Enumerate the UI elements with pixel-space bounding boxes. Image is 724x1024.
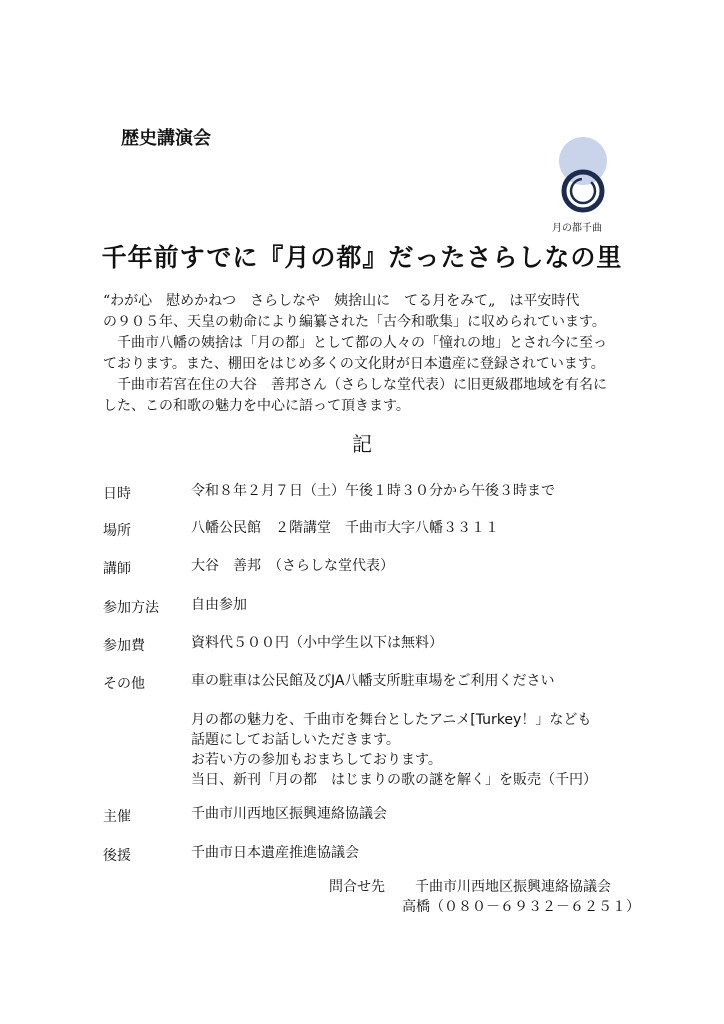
detail-label-venue: 場所 <box>103 523 131 539</box>
intro-text <box>103 291 607 417</box>
intro-line: した、この和歌の魅力を中心に語って頂きます。 <box>103 398 410 414</box>
contact-org: 千曲市川西地区振興連絡協議会 <box>415 879 611 895</box>
detail-value-notes: 月の都の魅力を、千曲市を舞台としたアニメ[Turkey！」なども 話題にしてお話しいただきます。 お若い方の参加もおまちしております。 当日、新刊「月の都 はじまりの歌の謎を解く」を販売（千円） <box>191 712 597 788</box>
detail-label-organizer: 主催 <box>103 809 131 825</box>
intro-line: の９０５年、天皇の勅命により編纂された「古今和歌集」に収められています。 <box>103 314 606 330</box>
detail-label-participation: 参加方法 <box>103 600 159 616</box>
contact-phone: 高橋（０８０－６９３２－６２５１） <box>402 899 640 915</box>
detail-value-other: 車の駐車は公民館及びJA八幡支所駐車場をご利用ください <box>191 673 555 689</box>
detail-value-datetime: 令和８年２月７日（土）午後１時３０分から午後３時まで <box>191 483 555 499</box>
detail-value-participation: 自由参加 <box>191 597 247 613</box>
detail-label-lecturer: 講師 <box>103 561 131 577</box>
detail-label-fee: 参加費 <box>103 638 145 654</box>
ki-heading: 記 <box>352 432 372 456</box>
intro-line: “わが心 慰めかねつ さらしなや 姨捨山に てる月をみて„ は平安時代 <box>103 293 580 309</box>
detail-value-support: 千曲市日本遺産推進協議会 <box>191 845 359 861</box>
page-title: 千年前すでに『月の都』だったさらしなの里 <box>101 243 623 272</box>
detail-label-datetime: 日時 <box>103 486 131 502</box>
detail-label-other: その他 <box>103 676 145 692</box>
contact-block <box>329 877 640 917</box>
intro-line: ております。また、棚田をはじめ多くの文化財が日本遺産に登録されています。 <box>103 356 605 372</box>
detail-value-venue: 八幡公民館 ２階講堂 千曲市大字八幡３３１１ <box>191 520 499 536</box>
intro-line: 千曲市若宮在住の大谷 善邦さん（さらしな堂代表）に旧更級郡地域を有名に <box>103 377 607 393</box>
contact-label: 問合せ先 <box>329 879 385 895</box>
detail-label-support: 後援 <box>103 848 131 864</box>
logo-label: 月の都千曲 <box>552 223 602 234</box>
detail-value-organizer: 千曲市川西地区振興連絡協議会 <box>191 806 387 822</box>
detail-value-fee: 資料代５００円（小中学生以下は無料） <box>191 635 443 651</box>
intro-line: 千曲市八幡の姨捨は「月の都」として都の人々の「憧れの地」とされ今に至っ <box>103 335 607 351</box>
event-type-heading: 歴史講演会 <box>121 128 211 149</box>
detail-value-lecturer: 大谷 善邦 （さらしな堂代表） <box>191 558 394 574</box>
